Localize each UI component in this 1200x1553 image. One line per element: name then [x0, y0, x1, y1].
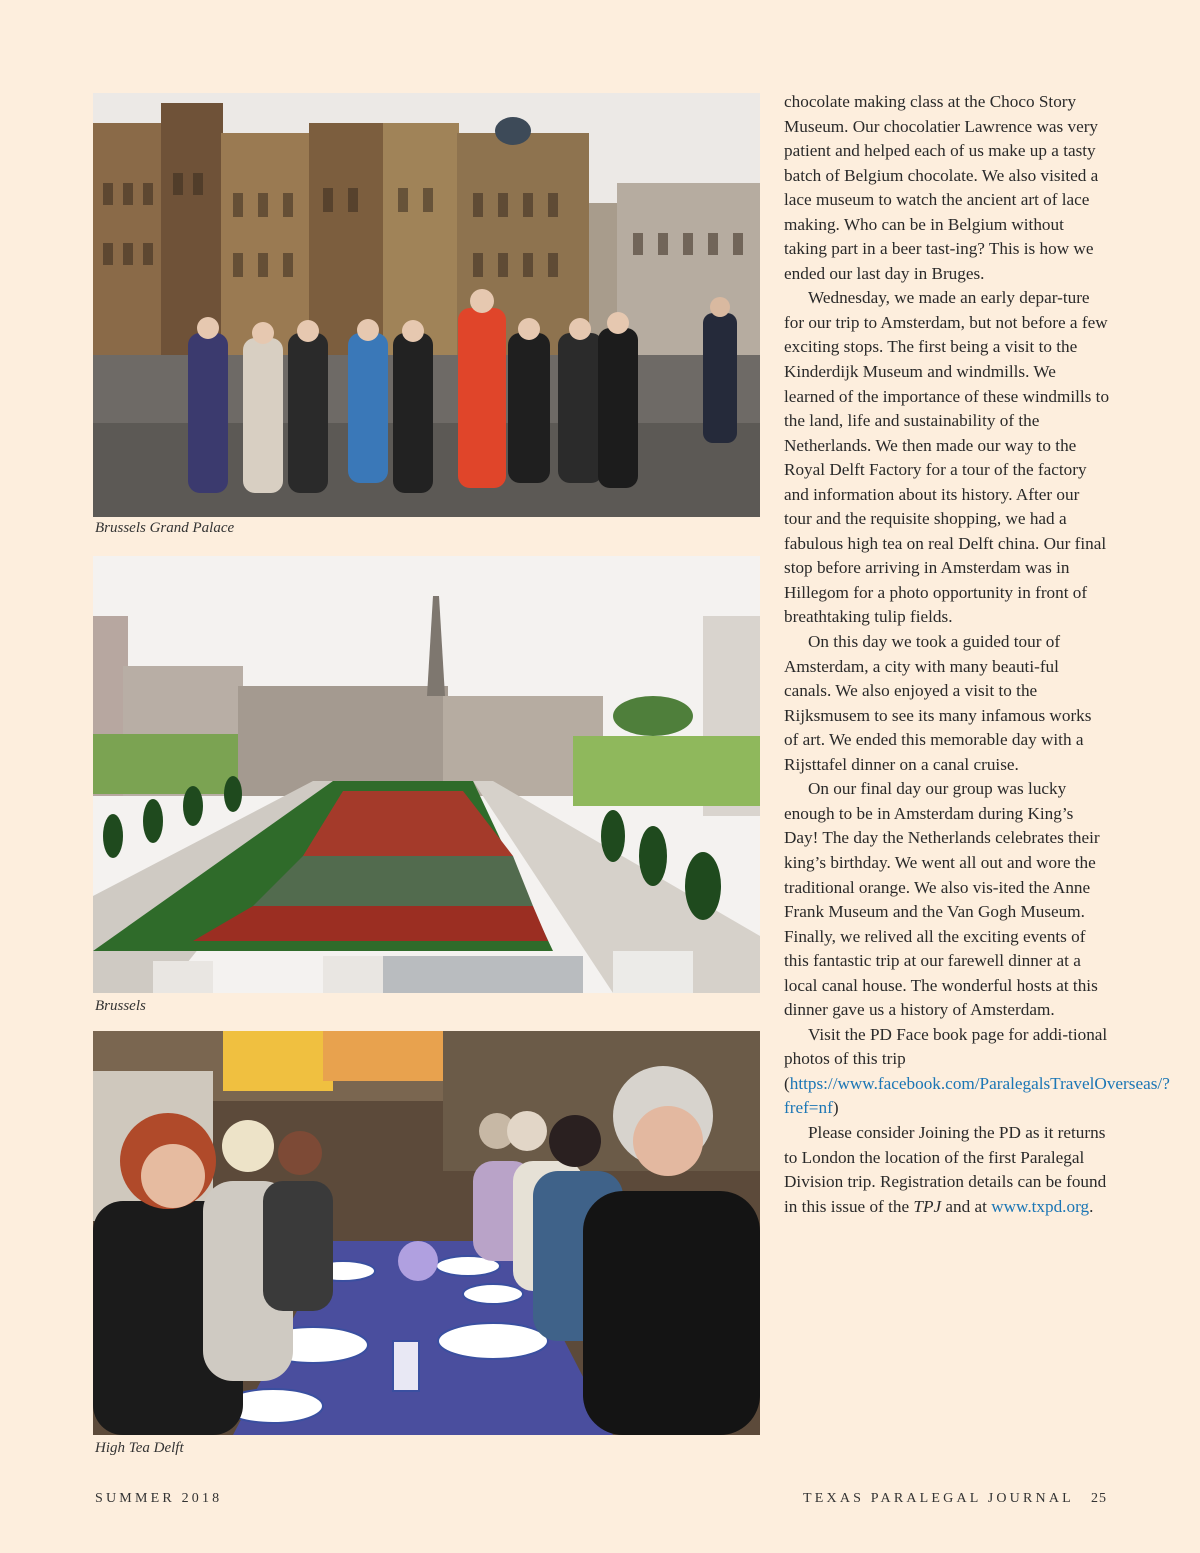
facebook-link[interactable]: https://www.facebook.com/ParalegalsTravelOverseas/?fref=nf: [784, 1073, 1170, 1118]
publication-title: TPJ: [913, 1196, 942, 1216]
photo-caption: Brussels Grand Palace: [95, 520, 235, 536]
paragraph: [784, 1121, 1110, 1219]
paragraph: chocolate making class at the Choco Story Museum. Our chocolatier Lawrence was very patient and helped each of us make up a tasty batch of Belgium chocolate. We also visited a lace museum to watch the ancient art of lace making. Who can be in Belgium without taking part in a beer tast-ing? This is how we ended our last day in Bruges.: [784, 92, 1099, 283]
photo-caption: High Tea Delft: [95, 1440, 184, 1456]
paragraph: [784, 1023, 1170, 1121]
photo-brussels-grand-palace: [93, 93, 760, 517]
photo-high-tea-delft: [93, 1031, 760, 1435]
photo-brussels-garden: [93, 556, 760, 993]
paragraph: On this day we took a guided tour of Amsterdam, a city with many beauti-ful canals. We also enjoyed a visit to the Rijksmusem to see its many infamous works of art. We ended this memorable day with a Rijsttafel dinner on a canal cruise.: [784, 632, 1092, 774]
txpd-link[interactable]: www.txpd.org: [991, 1196, 1090, 1216]
footer-publication: TEXAS PARALEGAL JOURNAL: [803, 1491, 1074, 1506]
paragraph-text: and at: [941, 1196, 992, 1216]
footer-issue: SUMMER 2018: [95, 1491, 223, 1506]
paragraph-text: .: [1089, 1196, 1094, 1216]
article-text: [784, 90, 1170, 1219]
paragraph-text: ): [832, 1098, 839, 1118]
photo-caption: Brussels: [95, 998, 146, 1014]
paragraph-text: Visit the PD Face book page for addi-tional photos of this trip (: [784, 1024, 1108, 1093]
paragraph: Wednesday, we made an early depar-ture for our trip to Amsterdam, but not before a few exciting stops. The first being a visit to the Kinderdijk Museum and windmills. We learned of the importance of these windmills to the land, life and sustainability of the Netherlands. We then made our way to the Royal Delft Factory for a tour of the factory and information about its history. After our tour and the requisite shopping, we had a fabulous high tea on real Delft china. Our final stop before arriving in Amsterdam was in Hillegom for a photo opportunity in front of breathtaking tulip fields.: [784, 288, 1110, 627]
paragraph: On our final day our group was lucky enough to be in Amsterdam during King’s Day! The day the Netherlands celebrates their king’s birthday. We went all out and wore the traditional orange. We also vis-ited the Anne Frank Museum and the Van Gogh Museum. Finally, we relived all the exciting events of this fantastic trip at our farewell dinner at a local canal house. The wonderful hosts at this dinner gave us a history of Amsterdam.: [784, 779, 1100, 1020]
page-number: 25: [1091, 1491, 1107, 1506]
paragraph-text: Please consider Joining the PD as it returns to London the location of the first Paralegal Division trip. Registration details can be found in this issue of the: [784, 1122, 1107, 1216]
